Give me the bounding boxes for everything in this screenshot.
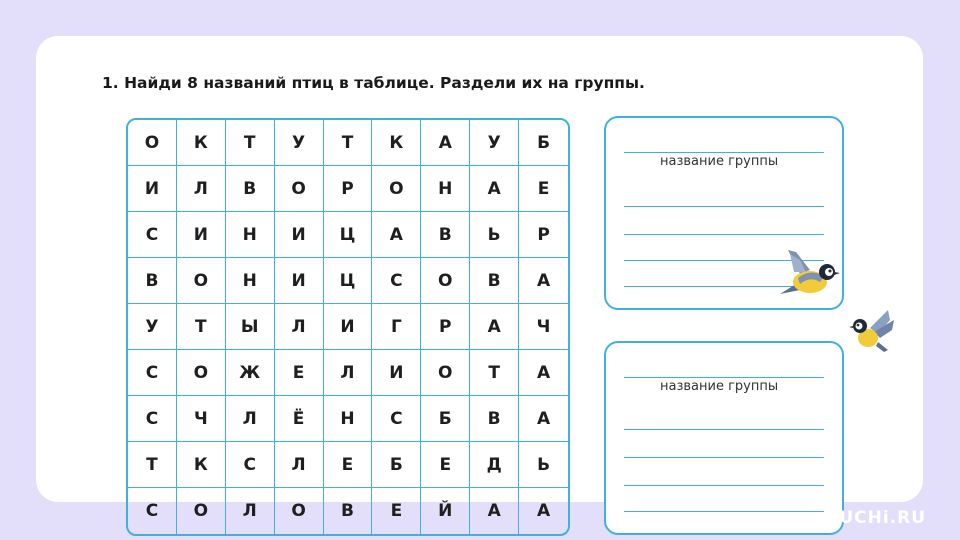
grid-cell: К <box>177 120 226 166</box>
grid-cell: Ё <box>275 396 324 442</box>
grid-cell: С <box>128 350 177 396</box>
grid-cell: Ы <box>226 304 275 350</box>
group-line <box>624 152 824 153</box>
grid-cell: Е <box>324 442 373 488</box>
grid-cell: Н <box>421 166 470 212</box>
grid-cell: А <box>519 396 568 442</box>
grid-cell: С <box>128 212 177 258</box>
grid-cell: Н <box>226 258 275 304</box>
grid-cell: Н <box>324 396 373 442</box>
grid-cell: Р <box>324 166 373 212</box>
grid-cell: Й <box>421 488 470 534</box>
grid-cell: Д <box>470 442 519 488</box>
group-caption: название группы <box>660 379 779 394</box>
titmouse-bird-icon <box>770 244 842 302</box>
grid-cell: И <box>275 212 324 258</box>
grid-cell: У <box>470 120 519 166</box>
grid-cell: И <box>128 166 177 212</box>
answer-line <box>624 429 824 430</box>
grid-cell: Т <box>470 350 519 396</box>
grid-cell: А <box>470 166 519 212</box>
answer-line <box>624 234 824 235</box>
grid-cell: О <box>177 488 226 534</box>
answer-line <box>624 485 824 486</box>
grid-cell: И <box>372 350 421 396</box>
grid-cell: Е <box>519 166 568 212</box>
grid-cell: Ч <box>519 304 568 350</box>
grid-cell: Ь <box>470 212 519 258</box>
grid-cell: С <box>226 442 275 488</box>
grid-cell: И <box>324 304 373 350</box>
group-caption: название группы <box>660 154 779 169</box>
grid-cell: О <box>128 120 177 166</box>
grid-cell: В <box>421 212 470 258</box>
grid-cell: Е <box>275 350 324 396</box>
grid-cell: С <box>372 396 421 442</box>
grid-cell: Ж <box>226 350 275 396</box>
grid-cell: Т <box>324 120 373 166</box>
grid-cell: Н <box>226 212 275 258</box>
grid-cell: О <box>275 488 324 534</box>
answer-line <box>624 511 824 512</box>
grid-cell: Ц <box>324 212 373 258</box>
grid-cell: В <box>470 258 519 304</box>
grid-cell: Б <box>519 120 568 166</box>
grid-cell: Л <box>275 304 324 350</box>
grid-cell: Л <box>324 350 373 396</box>
grid-cell: О <box>177 258 226 304</box>
grid-cell: А <box>519 350 568 396</box>
grid-cell: К <box>372 120 421 166</box>
grid-cell: С <box>128 396 177 442</box>
grid-cell: Ь <box>519 442 568 488</box>
grid-cell: И <box>275 258 324 304</box>
answer-line <box>624 457 824 458</box>
grid-cell: В <box>226 166 275 212</box>
grid-cell: У <box>275 120 324 166</box>
grid-cell: О <box>421 258 470 304</box>
grid-cell: В <box>470 396 519 442</box>
group-box-2 <box>604 341 844 535</box>
answer-line <box>624 206 824 207</box>
grid-cell: Л <box>226 396 275 442</box>
grid-cell: Б <box>372 442 421 488</box>
grid-cell: Л <box>177 166 226 212</box>
letter-grid <box>126 118 570 536</box>
uchi-logo: UCHi.RU <box>839 508 926 528</box>
grid-cell: О <box>372 166 421 212</box>
grid-cell: А <box>372 212 421 258</box>
grid-cell: Е <box>421 442 470 488</box>
grid-cell: О <box>421 350 470 396</box>
grid-cell: Т <box>128 442 177 488</box>
grid-cell: С <box>128 488 177 534</box>
grid-cell: Т <box>177 304 226 350</box>
grid-cell: Б <box>421 396 470 442</box>
grid-cell: В <box>324 488 373 534</box>
grid-cell: У <box>128 304 177 350</box>
grid-cell: Т <box>226 120 275 166</box>
grid-cell: В <box>128 258 177 304</box>
grid-cell: Ц <box>324 258 373 304</box>
grid-cell: И <box>177 212 226 258</box>
task-heading: 1. Найди 8 названий птиц в таблице. Раздели их на группы. <box>102 74 645 92</box>
grid-cell: Ч <box>177 396 226 442</box>
grid-cell: А <box>536 501 551 521</box>
grid-cell: Е <box>372 488 421 534</box>
grid-cell: К <box>177 442 226 488</box>
grid-cell: А <box>519 258 568 304</box>
grid-cell: Л <box>275 442 324 488</box>
group-line <box>624 377 824 378</box>
grid-cell: А <box>470 304 519 350</box>
grid-cell: О <box>275 166 324 212</box>
grid-cell: Л <box>226 488 275 534</box>
grid-cell: Г <box>372 304 421 350</box>
grid-cell: А <box>421 120 470 166</box>
grid-cell: Р <box>519 212 568 258</box>
grid-cell: А <box>470 488 519 534</box>
grid-cell: С <box>372 258 421 304</box>
grid-cell: Р <box>421 304 470 350</box>
grid-cell: О <box>177 350 226 396</box>
titmouse-bird-icon <box>848 308 896 354</box>
